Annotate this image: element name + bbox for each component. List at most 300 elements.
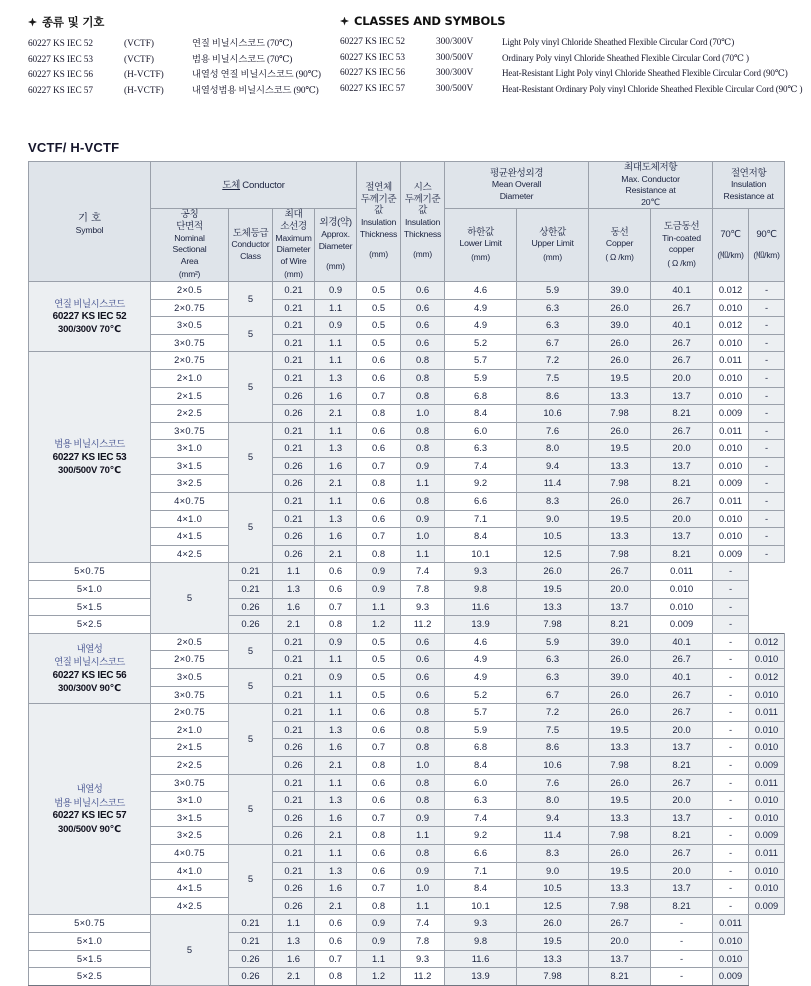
cell-sheath-thickness: 0.6 — [401, 669, 445, 687]
cell-mean-dia-lower: 6.8 — [445, 387, 517, 405]
cell-max-wire-diameter: 0.21 — [273, 844, 315, 862]
cell-max-wire-diameter: 0.21 — [273, 704, 315, 722]
cell-mean-dia-lower: 7.4 — [445, 809, 517, 827]
cell-approx-diameter: 1.6 — [315, 739, 357, 757]
cell-sheath-thickness: 0.8 — [401, 792, 445, 810]
cell-approx-diameter: 1.3 — [315, 721, 357, 739]
cell-max-wire-diameter: 0.26 — [229, 950, 273, 968]
cell-sheath-thickness: 1.1 — [357, 950, 401, 968]
cell-approx-diameter: 2.1 — [315, 475, 357, 493]
cell-max-wire-diameter: 0.26 — [273, 897, 315, 915]
cell-resistance-tin-copper: 40.1 — [651, 633, 713, 651]
cell-insulation-resistance-70: 0.011 — [651, 563, 713, 581]
cell-mean-dia-upper: 10.5 — [517, 880, 589, 898]
cell-resistance-copper: 26.0 — [589, 651, 651, 669]
cell-max-wire-diameter: 0.21 — [229, 581, 273, 599]
cell-insulation-thickness: 0.5 — [357, 317, 401, 335]
cell-mean-dia-lower: 7.8 — [401, 932, 445, 950]
cell-resistance-tin-copper: 8.21 — [651, 827, 713, 845]
cell-symbol — [29, 352, 151, 563]
table-row — [29, 616, 785, 634]
cell-max-wire-diameter: 0.26 — [273, 405, 315, 423]
cell-resistance-tin-copper: 26.7 — [589, 563, 651, 581]
cell-sheath-thickness: 0.9 — [401, 862, 445, 880]
cell-resistance-copper: 26.0 — [589, 334, 651, 352]
cell-mean-dia-upper: 11.4 — [517, 827, 589, 845]
cell-resistance-copper: 26.0 — [589, 493, 651, 511]
cell-conductor-class: 5 — [229, 422, 273, 492]
cell-insulation-resistance-70: - — [713, 809, 749, 827]
symbol-line-1: 범용 비닐시스코드 — [54, 438, 125, 450]
cell-max-wire-diameter: 0.26 — [273, 387, 315, 405]
cell-insulation-resistance-90: 0.010 — [713, 950, 749, 968]
cell-nominal-area: 2×1.0 — [151, 369, 229, 387]
cell-insulation-thickness: 0.6 — [357, 721, 401, 739]
cell-sheath-thickness: 1.1 — [357, 598, 401, 616]
table-row — [29, 915, 785, 933]
cell-mean-dia-lower: 5.7 — [445, 352, 517, 370]
cell-insulation-resistance-90: - — [749, 369, 785, 387]
cell-max-wire-diameter: 0.26 — [273, 809, 315, 827]
cell-insulation-thickness: 0.8 — [357, 756, 401, 774]
cell-mean-dia-lower: 10.1 — [445, 545, 517, 563]
cell-mean-dia-lower: 4.9 — [445, 299, 517, 317]
cell-insulation-resistance-90: 0.010 — [749, 739, 785, 757]
cell-mean-dia-lower: 5.2 — [445, 334, 517, 352]
col-nominal-sectional-area: 공칭 단면적 Nominal Sectional Area (mm²) — [151, 209, 229, 282]
legend-rating: 300/500V — [436, 83, 474, 94]
table-header — [29, 162, 785, 282]
cell-insulation-resistance-70: - — [713, 651, 749, 669]
cell-mean-dia-lower: 7.8 — [401, 581, 445, 599]
table-row — [29, 950, 785, 968]
cell-mean-dia-upper: 10.6 — [517, 405, 589, 423]
cell-insulation-resistance-90: 0.010 — [749, 721, 785, 739]
cell-max-wire-diameter: 0.26 — [273, 756, 315, 774]
cell-insulation-resistance-70: - — [713, 669, 749, 687]
cell-max-wire-diameter: 0.21 — [229, 563, 273, 581]
cell-approx-diameter: 1.3 — [315, 510, 357, 528]
cell-sheath-thickness: 0.9 — [357, 915, 401, 933]
legend-description: Heat-Resistant Light Poly vinyl Chloride Sheathed Flexible Circular Cord (90℃) — [502, 68, 788, 78]
cell-approx-diameter: 2.1 — [315, 545, 357, 563]
cell-conductor-class: 5 — [229, 844, 273, 914]
cell-resistance-copper: 26.0 — [517, 563, 589, 581]
cell-max-wire-diameter: 0.21 — [273, 369, 315, 387]
cell-mean-dia-upper: 12.5 — [517, 545, 589, 563]
cell-sheath-thickness: 1.1 — [401, 897, 445, 915]
legend-row — [28, 37, 340, 53]
cell-insulation-resistance-70: 0.012 — [713, 281, 749, 299]
cell-approx-diameter: 1.3 — [315, 369, 357, 387]
legend-rating: 300/500V — [436, 52, 474, 63]
cell-nominal-area: 4×1.5 — [151, 528, 229, 546]
cell-mean-dia-lower: 8.4 — [445, 528, 517, 546]
cell-conductor-class: 5 — [229, 493, 273, 563]
cell-mean-dia-lower: 7.1 — [445, 510, 517, 528]
cell-sheath-thickness: 0.8 — [401, 352, 445, 370]
cell-approx-diameter: 1.1 — [273, 563, 315, 581]
cell-insulation-resistance-70: 0.010 — [713, 528, 749, 546]
cell-sheath-thickness: 1.2 — [357, 968, 401, 986]
cell-mean-dia-upper: 13.9 — [445, 968, 517, 986]
legend-rating: 300/300V — [436, 68, 474, 78]
cell-nominal-area: 5×1.5 — [29, 598, 151, 616]
header-row-1 — [29, 162, 785, 209]
cell-nominal-area: 2×0.75 — [151, 651, 229, 669]
cell-resistance-copper: 13.3 — [589, 739, 651, 757]
legend-rating: (H-VCTF) — [124, 85, 164, 96]
cell-mean-dia-upper: 6.3 — [517, 317, 589, 335]
cell-resistance-tin-copper: 13.7 — [651, 739, 713, 757]
cell-resistance-copper: 26.0 — [517, 915, 589, 933]
symbol-line-2: 60227 KS IEC 53 — [52, 451, 127, 463]
cell-mean-dia-lower: 5.2 — [445, 686, 517, 704]
table-row — [29, 352, 785, 370]
cell-resistance-copper: 19.5 — [589, 721, 651, 739]
cell-insulation-thickness: 0.6 — [357, 792, 401, 810]
cell-mean-dia-upper: 13.9 — [445, 616, 517, 634]
col-symbol: 기 호 Symbol — [29, 162, 151, 282]
cell-insulation-thickness: 0.8 — [357, 897, 401, 915]
cell-sheath-thickness: 0.9 — [357, 581, 401, 599]
cell-resistance-tin-copper: 26.7 — [589, 915, 651, 933]
cell-insulation-resistance-90: - — [749, 422, 785, 440]
cell-insulation-thickness: 0.7 — [357, 739, 401, 757]
cell-max-wire-diameter: 0.26 — [229, 968, 273, 986]
cell-approx-diameter: 1.1 — [315, 334, 357, 352]
cable-spec-table — [28, 161, 785, 986]
cell-mean-dia-lower: 9.2 — [445, 475, 517, 493]
cell-insulation-resistance-70: - — [713, 880, 749, 898]
cell-symbol — [29, 633, 151, 703]
cell-insulation-resistance-90: - — [749, 528, 785, 546]
cell-resistance-copper: 7.98 — [589, 827, 651, 845]
legend-code: 60227 KS IEC 52 — [28, 39, 93, 49]
cell-insulation-resistance-70: - — [651, 915, 713, 933]
cell-mean-dia-upper: 12.5 — [517, 897, 589, 915]
cell-mean-dia-lower: 6.6 — [445, 844, 517, 862]
symbol-line-2: 60227 KS IEC 56 — [52, 669, 127, 681]
cell-insulation-resistance-90: - — [749, 545, 785, 563]
cell-insulation-resistance-70: 0.009 — [713, 475, 749, 493]
cell-resistance-tin-copper: 13.7 — [651, 457, 713, 475]
col-insulation-thickness: 절연체 두께기준값 Insulation Thickness (mm) — [357, 162, 401, 282]
cell-sheath-thickness: 0.8 — [401, 369, 445, 387]
cell-mean-dia-lower: 5.9 — [445, 721, 517, 739]
cell-max-wire-diameter: 0.21 — [273, 792, 315, 810]
cell-resistance-tin-copper: 13.7 — [589, 598, 651, 616]
cell-sheath-thickness: 0.6 — [401, 317, 445, 335]
cell-resistance-tin-copper: 8.21 — [651, 545, 713, 563]
cell-mean-dia-upper: 10.6 — [517, 756, 589, 774]
cell-mean-dia-upper: 8.3 — [517, 493, 589, 511]
cell-nominal-area: 5×0.75 — [29, 563, 151, 581]
cell-sheath-thickness: 0.6 — [401, 299, 445, 317]
cell-insulation-resistance-90: - — [749, 405, 785, 423]
cell-insulation-thickness: 0.7 — [357, 809, 401, 827]
cell-approx-diameter: 1.3 — [315, 862, 357, 880]
legend-code: 60227 KS IEC 52 — [340, 37, 405, 47]
cell-sheath-thickness: 0.8 — [401, 440, 445, 458]
cell-insulation-resistance-90: - — [749, 334, 785, 352]
cell-resistance-tin-copper: 8.21 — [651, 475, 713, 493]
cell-nominal-area: 3×0.5 — [151, 669, 229, 687]
cell-max-wire-diameter: 0.21 — [273, 721, 315, 739]
cell-resistance-copper: 13.3 — [589, 809, 651, 827]
cell-insulation-thickness: 0.8 — [357, 475, 401, 493]
cell-insulation-resistance-90: 0.010 — [749, 862, 785, 880]
cell-insulation-resistance-90: 0.010 — [749, 809, 785, 827]
cell-mean-dia-upper: 5.9 — [517, 281, 589, 299]
cell-mean-dia-upper: 8.6 — [517, 739, 589, 757]
cell-insulation-resistance-90: 0.012 — [749, 633, 785, 651]
cell-mean-dia-upper: 6.3 — [517, 299, 589, 317]
cell-mean-dia-lower: 9.2 — [445, 827, 517, 845]
cell-mean-dia-upper: 9.8 — [445, 581, 517, 599]
symbol-line-3: 300/300V 90℃ — [58, 682, 121, 694]
cell-mean-dia-upper: 7.6 — [517, 774, 589, 792]
cell-mean-dia-lower: 8.4 — [445, 405, 517, 423]
cell-nominal-area: 3×2.5 — [151, 475, 229, 493]
cell-max-wire-diameter: 0.21 — [273, 352, 315, 370]
cell-approx-diameter: 0.9 — [315, 633, 357, 651]
cell-nominal-area: 3×0.75 — [151, 422, 229, 440]
cell-sheath-thickness: 1.0 — [401, 405, 445, 423]
cell-insulation-thickness: 0.6 — [315, 932, 357, 950]
legend-english-heading — [340, 14, 811, 28]
cell-resistance-copper: 7.98 — [589, 475, 651, 493]
legend-english — [340, 14, 811, 99]
cell-resistance-copper: 7.98 — [589, 897, 651, 915]
cell-approx-diameter: 1.1 — [315, 299, 357, 317]
cell-insulation-thickness: 0.5 — [357, 281, 401, 299]
cell-nominal-area: 2×0.75 — [151, 299, 229, 317]
cell-mean-dia-upper: 9.4 — [517, 809, 589, 827]
cell-insulation-resistance-90: 0.011 — [713, 915, 749, 933]
cell-insulation-resistance-70: - — [713, 739, 749, 757]
cell-insulation-resistance-70: 0.010 — [713, 440, 749, 458]
legend-row — [28, 53, 340, 69]
cell-insulation-thickness: 0.6 — [357, 510, 401, 528]
cell-insulation-thickness: 0.6 — [315, 563, 357, 581]
cell-approx-diameter: 1.3 — [273, 581, 315, 599]
cell-max-wire-diameter: 0.26 — [273, 739, 315, 757]
cell-nominal-area: 3×1.5 — [151, 809, 229, 827]
legend-code: 60227 KS IEC 56 — [28, 70, 93, 80]
cell-resistance-copper: 19.5 — [517, 581, 589, 599]
cell-max-wire-diameter: 0.21 — [273, 669, 315, 687]
cell-nominal-area: 4×0.75 — [151, 844, 229, 862]
cell-mean-dia-upper: 6.3 — [517, 651, 589, 669]
cell-conductor-class: 5 — [151, 563, 229, 633]
cell-sheath-thickness: 1.1 — [401, 827, 445, 845]
cell-mean-dia-upper: 8.0 — [517, 792, 589, 810]
cell-insulation-thickness: 0.5 — [357, 633, 401, 651]
cell-insulation-thickness: 0.5 — [357, 669, 401, 687]
cell-insulation-thickness: 0.8 — [315, 968, 357, 986]
cell-max-wire-diameter: 0.21 — [273, 686, 315, 704]
cell-nominal-area: 4×2.5 — [151, 897, 229, 915]
cell-nominal-area: 5×1.5 — [29, 950, 151, 968]
cell-insulation-resistance-90: - — [749, 440, 785, 458]
cell-resistance-tin-copper: 8.21 — [589, 616, 651, 634]
cell-mean-dia-upper: 7.5 — [517, 721, 589, 739]
cell-insulation-thickness: 0.8 — [357, 405, 401, 423]
cell-insulation-resistance-70: 0.011 — [713, 422, 749, 440]
col-conductor-group: 도체 Conductor — [151, 162, 357, 209]
cell-insulation-resistance-90: 0.009 — [749, 897, 785, 915]
legend-description: 연질 비닐시스코드 (70℃) — [192, 39, 293, 49]
cell-insulation-thickness: 0.6 — [357, 862, 401, 880]
cell-approx-diameter: 1.1 — [315, 422, 357, 440]
cell-insulation-resistance-70: 0.012 — [713, 317, 749, 335]
cell-resistance-copper: 19.5 — [589, 440, 651, 458]
cell-nominal-area: 3×1.0 — [151, 792, 229, 810]
legend-rating: (VCTF) — [124, 54, 154, 65]
legend-description: 내열성 연질 비닐시스코드 (90℃) — [192, 70, 321, 80]
cell-conductor-class: 5 — [229, 281, 273, 316]
cell-mean-dia-upper: 6.7 — [517, 686, 589, 704]
cell-nominal-area: 5×1.0 — [29, 581, 151, 599]
cell-mean-dia-lower: 6.6 — [445, 493, 517, 511]
cell-insulation-resistance-90: - — [749, 457, 785, 475]
cell-sheath-thickness: 0.8 — [401, 739, 445, 757]
cell-insulation-resistance-90: 0.011 — [749, 844, 785, 862]
cell-sheath-thickness: 0.9 — [401, 457, 445, 475]
cell-insulation-resistance-90: - — [713, 598, 749, 616]
cell-mean-dia-lower: 11.2 — [401, 968, 445, 986]
cell-insulation-thickness: 0.5 — [357, 686, 401, 704]
cell-mean-dia-lower: 6.8 — [445, 739, 517, 757]
cell-max-wire-diameter: 0.26 — [273, 880, 315, 898]
cell-approx-diameter: 0.9 — [315, 281, 357, 299]
cell-resistance-tin-copper: 13.7 — [651, 880, 713, 898]
cell-insulation-thickness: 0.6 — [315, 581, 357, 599]
cell-resistance-tin-copper: 20.0 — [651, 862, 713, 880]
cell-nominal-area: 5×2.5 — [29, 968, 151, 986]
diamond-bullet-icon — [28, 18, 37, 27]
cell-insulation-resistance-70: - — [651, 950, 713, 968]
cell-max-wire-diameter: 0.21 — [273, 317, 315, 335]
cell-mean-dia-upper: 5.9 — [517, 633, 589, 651]
cell-insulation-resistance-90: - — [749, 493, 785, 511]
legend-section — [28, 14, 803, 99]
cell-max-wire-diameter: 0.21 — [273, 862, 315, 880]
legend-row — [340, 51, 811, 67]
symbol-line-3: 300/500V 70℃ — [58, 465, 121, 477]
cell-approx-diameter: 2.1 — [315, 827, 357, 845]
cell-resistance-tin-copper: 8.21 — [651, 897, 713, 915]
cell-resistance-tin-copper: 26.7 — [651, 422, 713, 440]
cell-sheath-thickness: 0.9 — [401, 809, 445, 827]
cell-mean-dia-upper: 9.4 — [517, 457, 589, 475]
cell-resistance-copper: 26.0 — [589, 844, 651, 862]
cell-approx-diameter: 1.6 — [315, 528, 357, 546]
legend-description: Heat-Resistant Ordinary Poly vinyl Chloride Sheathed Flexible Circular Cord (90℃ ) — [502, 83, 803, 94]
cell-resistance-tin-copper: 26.7 — [651, 704, 713, 722]
col-max-conductor-resistance: 최대도체저항 Max. Conductor Resistance at 20℃ — [589, 162, 713, 209]
cell-max-wire-diameter: 0.26 — [273, 457, 315, 475]
legend-row — [340, 66, 811, 82]
cell-resistance-tin-copper: 26.7 — [651, 686, 713, 704]
cell-conductor-class: 5 — [229, 774, 273, 844]
cell-approx-diameter: 2.1 — [315, 756, 357, 774]
cell-mean-dia-lower: 8.4 — [445, 880, 517, 898]
cell-nominal-area: 3×1.0 — [151, 440, 229, 458]
table-row — [29, 633, 785, 651]
cell-insulation-resistance-90: 0.009 — [749, 827, 785, 845]
cell-insulation-thickness: 0.6 — [357, 422, 401, 440]
cell-max-wire-diameter: 0.26 — [273, 827, 315, 845]
cell-insulation-resistance-70: 0.010 — [713, 510, 749, 528]
col-upper-limit: 상한값 Upper Limit (mm) — [517, 209, 589, 282]
cell-mean-dia-lower: 5.7 — [445, 704, 517, 722]
cell-sheath-thickness: 0.9 — [357, 563, 401, 581]
cell-resistance-tin-copper: 13.7 — [589, 950, 651, 968]
cell-insulation-thickness: 0.8 — [315, 616, 357, 634]
cell-insulation-resistance-90: - — [749, 510, 785, 528]
cell-resistance-tin-copper: 26.7 — [651, 334, 713, 352]
cell-mean-dia-upper: 9.3 — [445, 915, 517, 933]
cell-mean-dia-upper: 6.3 — [517, 669, 589, 687]
cell-resistance-copper: 26.0 — [589, 774, 651, 792]
cell-insulation-resistance-90: - — [749, 281, 785, 299]
cell-mean-dia-upper: 9.3 — [445, 563, 517, 581]
cell-mean-dia-lower: 6.0 — [445, 774, 517, 792]
legend-description: Light Poly vinyl Chloride Sheathed Flexible Circular Cord (70℃) — [502, 37, 735, 47]
cell-insulation-thickness: 0.8 — [357, 827, 401, 845]
cell-resistance-tin-copper: 20.0 — [651, 721, 713, 739]
symbol-line-2: 60227 KS IEC 52 — [52, 310, 127, 322]
cell-resistance-tin-copper: 26.7 — [651, 651, 713, 669]
cell-mean-dia-lower: 5.9 — [445, 369, 517, 387]
cell-resistance-copper: 39.0 — [589, 281, 651, 299]
cell-insulation-thickness: 0.6 — [357, 704, 401, 722]
cell-sheath-thickness: 1.0 — [401, 528, 445, 546]
cell-insulation-resistance-70: 0.009 — [713, 405, 749, 423]
legend-row — [340, 35, 811, 51]
cell-insulation-resistance-70: - — [713, 792, 749, 810]
cell-conductor-class: 5 — [229, 633, 273, 668]
cell-resistance-tin-copper: 8.21 — [651, 756, 713, 774]
table-row — [29, 581, 785, 599]
cell-mean-dia-lower: 7.4 — [445, 457, 517, 475]
cell-sheath-thickness: 1.0 — [401, 880, 445, 898]
cell-approx-diameter: 1.3 — [273, 932, 315, 950]
cell-approx-diameter: 1.3 — [315, 792, 357, 810]
cell-approx-diameter: 1.1 — [315, 844, 357, 862]
cell-max-wire-diameter: 0.21 — [273, 299, 315, 317]
col-sheath-thickness: 시스 두께기준값 Insulation Thickness (mm) — [401, 162, 445, 282]
cell-nominal-area: 3×1.5 — [151, 457, 229, 475]
cell-approx-diameter: 2.1 — [273, 968, 315, 986]
cell-approx-diameter: 1.6 — [273, 598, 315, 616]
cell-symbol — [29, 704, 151, 915]
cell-conductor-class: 5 — [151, 915, 229, 985]
cell-insulation-resistance-90: - — [749, 317, 785, 335]
cell-insulation-resistance-70: - — [713, 721, 749, 739]
cell-sheath-thickness: 0.8 — [401, 844, 445, 862]
cell-mean-dia-lower: 7.1 — [445, 862, 517, 880]
cell-nominal-area: 2×0.75 — [151, 704, 229, 722]
cell-insulation-resistance-70: 0.010 — [713, 457, 749, 475]
cell-resistance-tin-copper: 40.1 — [651, 317, 713, 335]
cell-max-wire-diameter: 0.26 — [273, 528, 315, 546]
cell-approx-diameter: 0.9 — [315, 317, 357, 335]
cell-mean-dia-lower: 9.3 — [401, 950, 445, 968]
legend-code: 60227 KS IEC 53 — [340, 52, 405, 63]
